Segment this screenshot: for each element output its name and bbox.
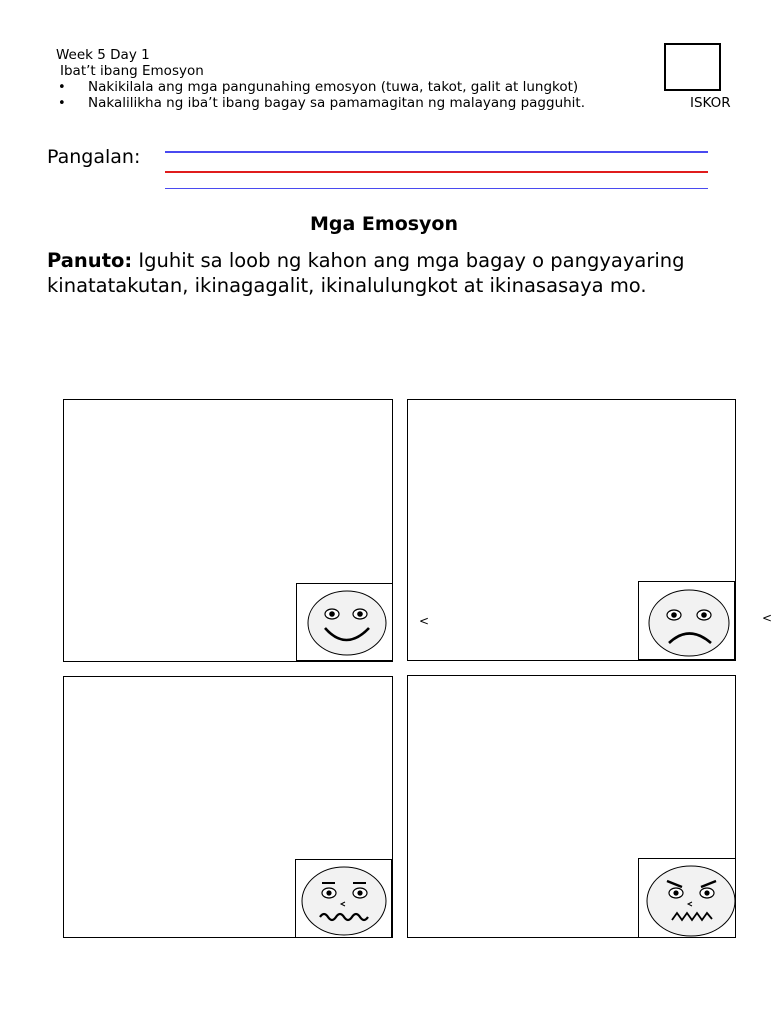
instruction-label: Panuto:: [47, 249, 133, 272]
objective-text-2: Nakalilikha ng iba’t ibang bagay sa pamamagitan ng malayang pagguhit.: [88, 95, 586, 111]
name-line-bottom[interactable]: [165, 188, 708, 189]
instruction-text: Iguhit sa loob ng kahon ang mga bagay o pangyayaring kinatatakutan, ikinagagalit, ikinalulungkot at ikinasasaya mo.: [47, 249, 685, 297]
scared-face-icon: [296, 860, 393, 939]
angry-face-icon: [639, 859, 737, 939]
instruction-paragraph: [47, 248, 707, 298]
score-box[interactable]: [664, 43, 721, 91]
marker-2: <: [762, 611, 772, 625]
bullet-icon: •: [58, 96, 66, 111]
happy-face-icon: [297, 584, 394, 662]
name-line-top: [165, 151, 708, 153]
bullet-icon: •: [58, 80, 66, 95]
sad-face-box: [638, 581, 735, 660]
happy-face-box: [296, 583, 393, 661]
name-label: Pangalan:: [47, 146, 141, 168]
angry-face-box: [638, 858, 736, 938]
worksheet-title: Mga Emosyon: [309, 213, 459, 235]
week-day-label: Week 5 Day 1: [56, 47, 150, 63]
marker-1: <: [419, 614, 430, 628]
sad-face-icon: [639, 582, 736, 661]
objective-item-2: [58, 95, 585, 112]
topic-label: Ibat’t ibang Emosyon: [60, 63, 204, 79]
score-label: ISKOR: [690, 95, 731, 111]
name-line-middle: [165, 171, 708, 173]
objective-text-1: Nakikilala ang mga pangunahing emosyon (tuwa, takot, galit at lungkot): [88, 79, 579, 95]
scared-face-box: [295, 859, 392, 938]
objective-item-1: [58, 79, 578, 96]
